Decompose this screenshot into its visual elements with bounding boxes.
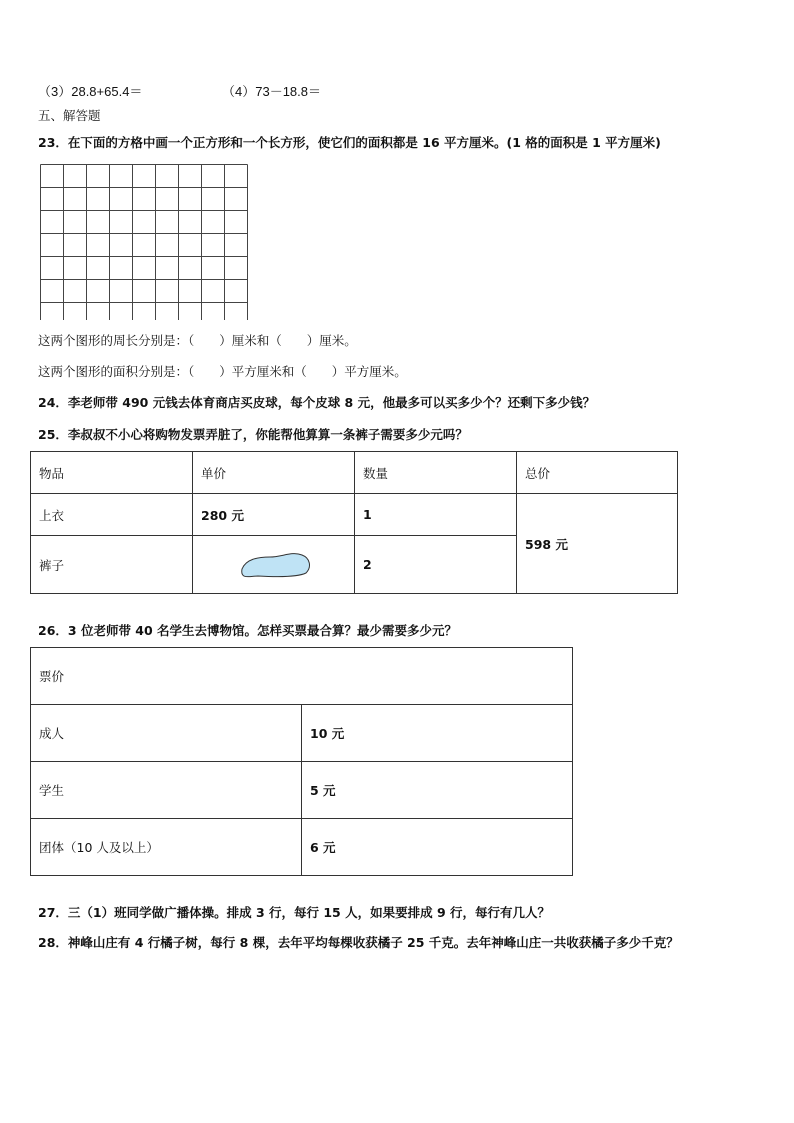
perimeter-line: 这两个图形的周长分别是：（ ）厘米和（ ）厘米。 <box>38 333 357 348</box>
ticket-header: 票价 <box>31 648 573 705</box>
header-qty: 数量 <box>355 452 517 494</box>
row-item: 上衣 <box>31 494 193 536</box>
ticket-price-table <box>30 647 573 876</box>
row-qty: 2 <box>355 536 517 594</box>
row-price-smudged <box>193 536 355 594</box>
area-line: 这两个图形的面积分别是：（ ）平方厘米和（ ）平方厘米。 <box>38 364 407 379</box>
question-23: 23．在下面的方格中画一个正方形和一个长方形，使它们的面积都是 16 平方厘米。(1 格的面积是 1 平方厘米) <box>38 135 661 150</box>
row-qty: 1 <box>355 494 517 536</box>
table-row <box>31 705 573 762</box>
question-27: 27．三（1）班同学做广播体操。排成 3 行，每行 15 人，如果要排成 9 行，每行有几人？ <box>38 905 550 920</box>
ticket-label: 学生 <box>31 762 302 819</box>
table-row <box>31 494 678 536</box>
question-28: 28．神峰山庄有 4 行橘子树，每行 8 棵，去年平均每棵收获橘子 25 千克。去年神峰山庄一共收获橘子多少千克？ <box>38 935 679 950</box>
ticket-label: 成人 <box>31 705 302 762</box>
ticket-price: 5 元 <box>302 762 573 819</box>
table-row <box>31 819 573 876</box>
total-value: 598 元 <box>517 494 678 594</box>
calc-item-4: （4）73－18.8＝ <box>222 84 321 99</box>
question-26: 26．3 位老师带 40 名学生去博物馆。怎样买票最合算？最少需要多少元？ <box>38 623 458 638</box>
row-price: 280 元 <box>193 494 355 536</box>
section-heading: 五、解答题 <box>38 108 101 123</box>
header-price: 单价 <box>193 452 355 494</box>
header-item: 物品 <box>31 452 193 494</box>
row-item: 裤子 <box>31 536 193 594</box>
ticket-label: 团体（10 人及以上） <box>31 819 302 876</box>
question-24: 24．李老师带 490 元钱去体育商店买皮球，每个皮球 8 元，他最多可以买多少个？还剩下多少钱？ <box>38 395 596 410</box>
ticket-price: 10 元 <box>302 705 573 762</box>
question-25: 25．李叔叔不小心将购物发票弄脏了，你能帮他算算一条裤子需要多少元吗？ <box>38 427 468 442</box>
answer-grid <box>40 164 250 320</box>
invoice-table <box>30 451 678 594</box>
calc-item-3: （3）28.8+65.4＝ <box>38 84 143 99</box>
header-total: 总价 <box>517 452 678 494</box>
table-header-row <box>31 648 573 705</box>
table-row <box>31 762 573 819</box>
table-header-row <box>31 452 678 494</box>
ink-blot-icon <box>236 549 312 581</box>
ticket-price: 6 元 <box>302 819 573 876</box>
